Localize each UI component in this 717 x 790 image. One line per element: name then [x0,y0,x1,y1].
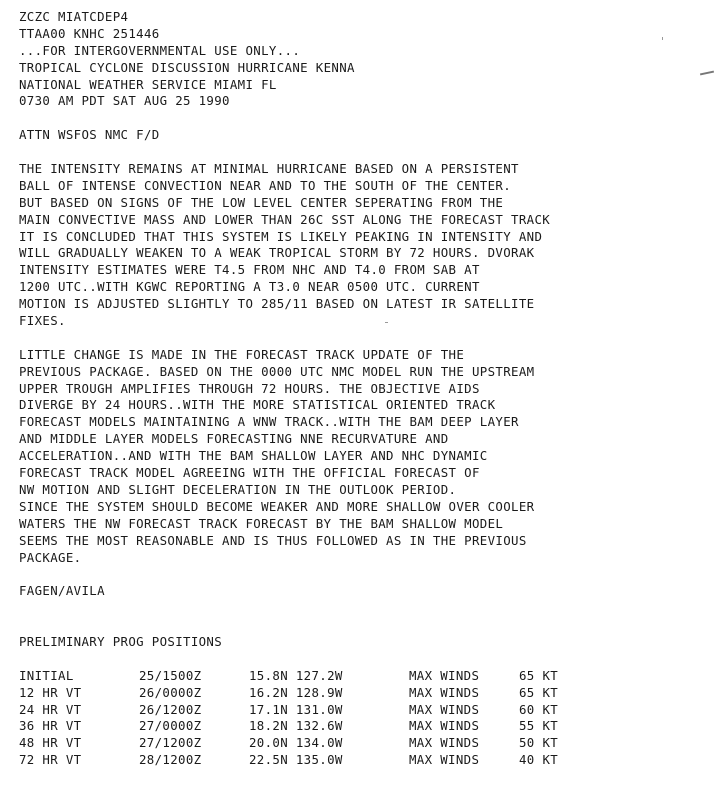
latitude: 18.2N [249,718,289,734]
track-paragraph [19,347,709,567]
prog-positions-title: PRELIMINARY PROG POSITIONS [19,633,223,649]
wind-knots: 55 [519,718,535,734]
message-header [19,9,709,110]
longitude: 134.0W [295,735,343,751]
position-label: 12 HR VT [19,684,82,700]
longitude: 128.9W [295,684,343,700]
header-line: ZCZC MIATCDEP4 [19,9,129,24]
position-label: INITIAL [19,667,74,683]
wind-speed [519,752,579,769]
latitude: 20.0N [249,735,289,751]
position-label: 24 HR VT [19,701,82,717]
lat-lon [249,685,409,702]
text-line: DIVERGE BY 24 HOURS..WITH THE MORE STATISTICAL ORIENTED TRACK [19,397,496,413]
valid-time: 27/0000Z [139,718,202,734]
latitude: 15.8N [249,667,289,683]
text-line: INTENSITY ESTIMATES WERE T4.5 FROM NHC AND T4.0 FROM SAB AT [19,262,480,278]
position-label: 72 HR VT [19,752,82,768]
text-line: THE INTENSITY REMAINS AT MINIMAL HURRICANE BASED ON A PERSISTENT [19,161,519,177]
max-winds-label: MAX WINDS [409,735,480,751]
wind-unit: KT [542,735,559,751]
text-line: 1200 UTC..WITH KGWC REPORTING A T3.0 NEAR 0500 UTC. CURRENT [19,279,480,295]
forecaster-signature: FAGEN/AVILA [19,583,105,599]
text-line: LITTLE CHANGE IS MADE IN THE FORECAST TRACK UPDATE OF THE [19,346,465,362]
max-winds-label: MAX WINDS [409,718,480,734]
text-line: FORECAST MODELS MAINTAINING A WNW TRACK..WITH THE BAM DEEP LAYER [19,414,519,430]
wind-speed [519,735,579,752]
prog-position-row [19,668,579,685]
header-line: TTAA00 KNHC 251446 [19,25,160,41]
wind-knots: 65 [519,684,535,700]
header-line: 0730 AM PDT SAT AUG 25 1990 [19,93,230,109]
latitude: 22.5N [249,752,289,768]
prog-position-row [19,752,579,769]
text-line: WATERS THE NW FORECAST TRACK FORECAST BY THE BAM SHALLOW MODEL [19,515,504,531]
valid-time: 25/1500Z [139,667,202,683]
wind-speed [519,685,579,702]
text-line: SEEMS THE MOST REASONABLE AND IS THUS FOLLOWED AS IN THE PREVIOUS [19,532,527,548]
prog-position-row [19,702,579,719]
text-line: FIXES. [19,313,66,329]
wind-speed [519,702,579,719]
text-line: MOTION IS ADJUSTED SLIGHTLY TO 285/11 BASED ON LATEST IR SATELLITE [19,296,535,312]
prog-position-row [19,718,579,735]
text-line: ACCELERATION..AND WITH THE BAM SHALLOW LAYER AND NHC DYNAMIC [19,448,488,464]
lat-lon [249,718,409,735]
longitude: 135.0W [295,752,343,768]
valid-time: 26/1200Z [139,701,202,717]
lat-lon [249,668,409,685]
text-line: NW MOTION AND SLIGHT DECELERATION IN THE OUTLOOK PERIOD. [19,481,457,497]
wind-unit: KT [542,684,559,700]
attention-line: ATTN WSFOS NMC F/D [19,127,160,143]
header-line: NATIONAL WEATHER SERVICE MIAMI FL [19,76,277,92]
text-line: FORECAST TRACK MODEL AGREEING WITH THE OFFICIAL FORECAST OF [19,465,480,481]
lat-lon [249,702,409,719]
wind-unit: KT [542,667,559,683]
text-line: BALL OF INTENSE CONVECTION NEAR AND TO THE SOUTH OF THE CENTER. [19,177,512,193]
latitude: 17.1N [249,701,289,717]
prog-position-row [19,735,579,752]
wind-unit: KT [542,701,559,717]
valid-time: 26/0000Z [139,684,202,700]
max-winds-label: MAX WINDS [409,684,480,700]
header-line: TROPICAL CYCLONE DISCUSSION HURRICANE KENNA [19,59,355,75]
lat-lon [249,752,409,769]
text-line: WILL GRADUALLY WEAKEN TO A WEAK TROPICAL STORM BY 72 HOURS. DVORAK [19,245,535,261]
text-line: SINCE THE SYSTEM SHOULD BECOME WEAKER AND MORE SHALLOW OVER COOLER [19,498,535,514]
scan-speck [385,322,388,323]
text-line: AND MIDDLE LAYER MODELS FORECASTING NNE RECURVATURE AND [19,431,449,447]
longitude: 131.0W [295,701,343,717]
text-line: IT IS CONCLUDED THAT THIS SYSTEM IS LIKELY PEAKING IN INTENSITY AND [19,228,543,244]
max-winds-label: MAX WINDS [409,701,480,717]
wind-knots: 65 [519,667,535,683]
longitude: 132.6W [295,718,343,734]
latitude: 16.2N [249,684,289,700]
intensity-paragraph [19,161,709,330]
position-label: 36 HR VT [19,718,82,734]
prog-positions-table [19,668,579,769]
text-line: PACKAGE. [19,549,82,565]
max-winds-label: MAX WINDS [409,752,480,768]
tropical-cyclone-discussion [19,9,709,769]
wind-knots: 40 [519,752,535,768]
text-line: PREVIOUS PACKAGE. BASED ON THE 0000 UTC NMC MODEL RUN THE UPSTREAM [19,363,535,379]
longitude: 127.2W [295,667,343,683]
max-winds-label: MAX WINDS [409,667,480,683]
text-line: BUT BASED ON SIGNS OF THE LOW LEVEL CENTER SEPERATING FROM THE [19,194,504,210]
lat-lon [249,735,409,752]
wind-speed [519,668,579,685]
wind-unit: KT [542,752,559,768]
wind-unit: KT [542,718,559,734]
wind-knots: 60 [519,701,535,717]
valid-time: 27/1200Z [139,735,202,751]
text-line: MAIN CONVECTIVE MASS AND LOWER THAN 26C SST ALONG THE FORECAST TRACK [19,211,551,227]
wind-knots: 50 [519,735,535,751]
prog-position-row [19,685,579,702]
wind-speed [519,718,579,735]
position-label: 48 HR VT [19,735,82,751]
valid-time: 28/1200Z [139,752,202,768]
text-line: UPPER TROUGH AMPLIFIES THROUGH 72 HOURS. THE OBJECTIVE AIDS [19,380,480,396]
header-line: ...FOR INTERGOVERNMENTAL USE ONLY... [19,42,301,58]
scan-speck [662,37,663,40]
